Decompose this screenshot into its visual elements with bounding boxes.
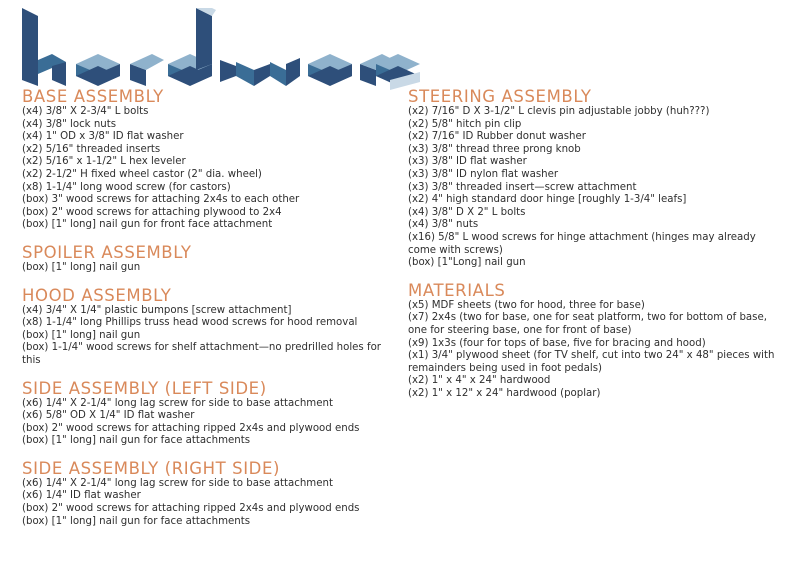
base-assembly-section: [22, 88, 402, 232]
parts-list: [22, 398, 402, 448]
list-item: (box) [1" long] nail gun for face attachments: [22, 515, 251, 527]
list-item: (x2) 2-1/2" H fixed wheel castor (2" dia. wheel): [22, 168, 262, 180]
list-item: (x3) 3/8" ID nylon flat washer: [408, 168, 559, 180]
hardware-logo: [22, 8, 422, 90]
list-item: (box) [1" long] nail gun: [22, 261, 141, 273]
list-item: (box) 3" wood screws for attaching 2x4s to each other: [22, 194, 300, 206]
materials-section: [408, 282, 780, 401]
list-item: (x6) 5/8" OD X 1/4" ID flat washer: [22, 410, 195, 422]
list-item: (x6) 1/4" X 2-1/4" long lag screw for side to base attachment: [22, 477, 333, 489]
list-item: (box) [1"Long] nail gun: [408, 257, 526, 269]
parts-list: [22, 478, 402, 528]
list-item: (x16) 5/8" L wood screws for hinge attachment (hinges may already come with screws): [408, 231, 756, 256]
side-assembly-left-section: [22, 380, 402, 448]
materials-list: [408, 300, 780, 401]
parts-list: [22, 305, 402, 368]
list-item: (box) [1" long] nail gun for front face attachment: [22, 219, 273, 231]
list-item: (x2) 7/16" D X 3-1/2" L clevis pin adjustable jobby (huh???): [408, 106, 710, 117]
parts-list: [22, 106, 402, 232]
list-item: (x8) 1-1/4" long Phillips truss head wood screws for hood removal: [22, 317, 358, 329]
section-heading: MATERIALS: [408, 280, 506, 300]
list-item: (box) 1-1/4" wood screws for shelf attachment—no predrilled holes for this: [22, 342, 381, 366]
section-heading: BASE ASSEMBLY: [22, 87, 164, 106]
left-column: [22, 88, 402, 528]
list-item: (box) 2" wood screws for attaching plywood to 2x4: [22, 206, 282, 218]
list-item: (x3) 3/8" threaded insert—screw attachment: [408, 181, 637, 193]
list-item: (x4) 3/8" D X 2" L bolts: [408, 206, 526, 218]
list-item: (x3) 3/8" ID flat washer: [408, 156, 527, 168]
list-item: (x1) 3/4" plywood sheet (for TV shelf, cut into two 24" x 48" pieces with remainders being used in foot pedals): [408, 350, 775, 374]
section-heading: SIDE ASSEMBLY (RIGHT SIDE): [22, 458, 281, 478]
list-item: (x8) 1-1/4" long wood screw (for castors): [22, 181, 231, 193]
parts-list: [22, 262, 402, 275]
list-item: (x2) 5/8" hitch pin clip: [408, 118, 522, 130]
list-item: (x5) MDF sheets (two for hood, three for base): [408, 299, 645, 311]
list-item: (x2) 7/16" ID Rubber donut washer: [408, 131, 586, 143]
steering-assembly-section: [408, 88, 780, 270]
section-heading: HOOD ASSEMBLY: [22, 285, 172, 305]
list-item: (x4) 3/4" X 1/4" plastic bumpons [screw attachment]: [22, 304, 292, 316]
side-assembly-right-section: [22, 460, 402, 528]
section-heading: SIDE ASSEMBLY (LEFT SIDE): [22, 378, 267, 398]
list-item: (x6) 1/4" ID flat washer: [22, 490, 141, 502]
list-item: (x6) 1/4" X 2-1/4" long lag screw for side to base attachment: [22, 397, 333, 409]
list-item: (box) 2" wood screws for attaching ripped 2x4s and plywood ends: [22, 503, 360, 515]
list-item: (x3) 3/8" thread three prong knob: [408, 143, 581, 155]
list-item: (x4) 1" OD x 3/8" ID flat washer: [22, 131, 184, 143]
list-item: (x2) 4" high standard door hinge [roughly 1-3/4" leafs]: [408, 194, 687, 206]
list-item: (x4) 3/8" nuts: [408, 219, 479, 231]
list-item: (x4) 3/8" X 2-3/4" L bolts: [22, 106, 149, 117]
parts-list: [408, 106, 780, 270]
list-item: (x9) 1x3s (four for tops of base, five for bracing and hood): [408, 337, 706, 349]
hood-assembly-section: [22, 287, 402, 368]
list-item: (x2) 5/16" threaded inserts: [22, 143, 161, 155]
list-item: (x4) 3/8" lock nuts: [22, 118, 117, 130]
section-heading: STEERING ASSEMBLY: [408, 87, 592, 106]
list-item: (x2) 5/16" x 1-1/2" L hex leveler: [22, 156, 186, 168]
list-item: (x7) 2x4s (two for base, one for seat platform, two for bottom of base, one for steering base, one for front of base): [408, 312, 767, 336]
list-item: (box) [1" long] nail gun for face attachments: [22, 435, 251, 447]
list-item: (box) 2" wood screws for attaching ripped 2x4s and plywood ends: [22, 422, 360, 434]
spoiler-assembly-section: [22, 244, 402, 275]
section-heading: SPOILER ASSEMBLY: [22, 242, 192, 262]
list-item: (box) [1" long] nail gun: [22, 329, 141, 341]
list-item: (x2) 1" x 12" x 24" hardwood (poplar): [408, 387, 601, 399]
right-column: [408, 88, 780, 400]
list-item: (x2) 1" x 4" x 24" hardwood: [408, 375, 551, 387]
